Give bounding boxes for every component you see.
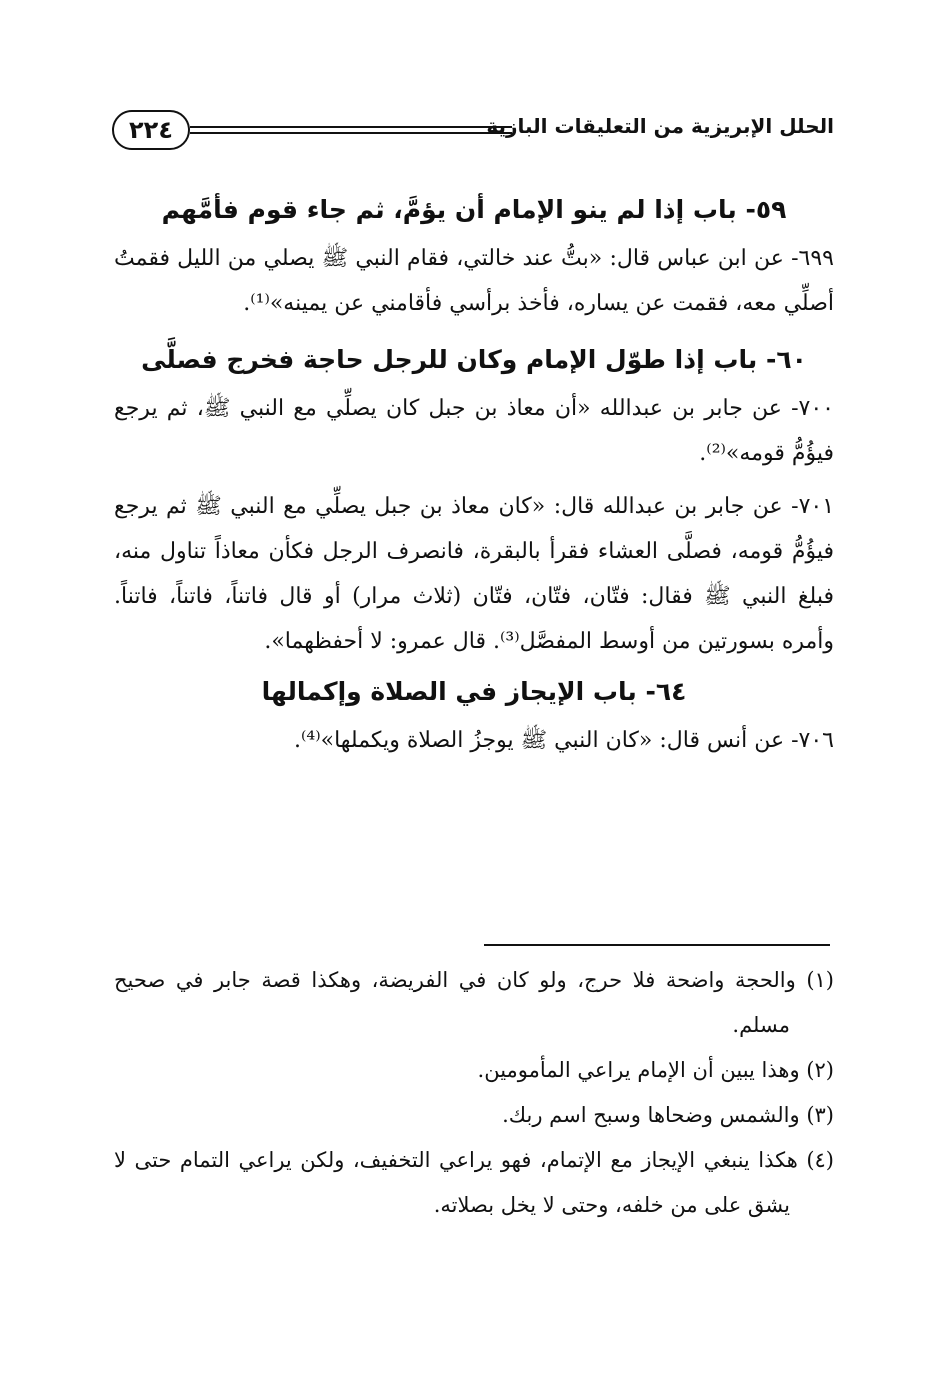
chapter-heading: ٦٤- باب الإيجاز في الصلاة وإكمالها [261,677,687,706]
hadith-paragraph: ٧٠١- عن جابر بن عبدالله قال: «كان معاذ بن جبل يصلِّي مع النبي ﷺ ثم يرجع فيؤُمُّ قومه، فصلَّى العشاء فقرأ بالبقرة، فانصرف الرجل فكأن معاذاً تناول منه، فبلغ النبي ﷺ فقال: فتّان، فتّان، فتّان (ثلاث مرار) أو قال فاتناً، فاتناً، فاتناً. وأمره بسورتين من أوسط المفصَّل⁽³⁾. قال عمرو: لا أحفظهما». [114,494,835,654]
footnote: (٢) وهذا يبين أن الإمام يراعي المأمومين. [477,1058,834,1082]
header-double-rule [190,126,512,134]
book-title: الحلل الإبريزية من التعليقات البازية [486,114,834,138]
footnotes [114,958,834,1228]
hadith-paragraph: ٧٠٦- عن أنس قال: «كان النبي ﷺ يوجزُ الصلاة ويكملها»⁽⁴⁾. [293,728,834,753]
hadith-paragraph: ٦٩٩- عن ابن عباس قال: «بتُّ عند خالتي، فقام النبي ﷺ يصلي من الليل فقمتُ أصلِّي معه، فقمت عن يساره، فأخذ برأسي فأقامني عن يمينه»⁽¹⁾. [114,246,834,316]
page-number: ٢٢٤ [112,110,190,150]
footnote-separator [484,944,830,946]
main-text [114,190,834,771]
footnote: (٣) والشمس وضحاها وسبح اسم ربك. [502,1103,834,1127]
running-header [112,110,834,154]
hadith-paragraph: ٧٠٠- عن جابر بن عبدالله «أن معاذ بن جبل كان يصلِّي مع النبي ﷺ، ثم يرجع فيؤُمُّ قومه»⁽²⁾. [114,396,834,466]
chapter-heading: ٥٩- باب إذا لم ينو الإمام أن يؤمَّ، ثم جاء قوم فأمَّهم [161,195,787,224]
footnote: (١) والحجة واضحة فلا حرج، ولو كان في الفريضة، وهكذا قصة جابر في صحيح مسلم. [114,968,834,1037]
footnote: (٤) هكذا ينبغي الإيجاز مع الإتمام، فهو يراعي التخفيف، ولكن يراعي التمام حتى لا يشق على من خلفه، وحتى لا يخل بصلاته. [114,1148,834,1217]
chapter-heading: ٦٠- باب إذا طوّل الإمام وكان للرجل حاجة فخرج فصلَّى [141,345,807,374]
